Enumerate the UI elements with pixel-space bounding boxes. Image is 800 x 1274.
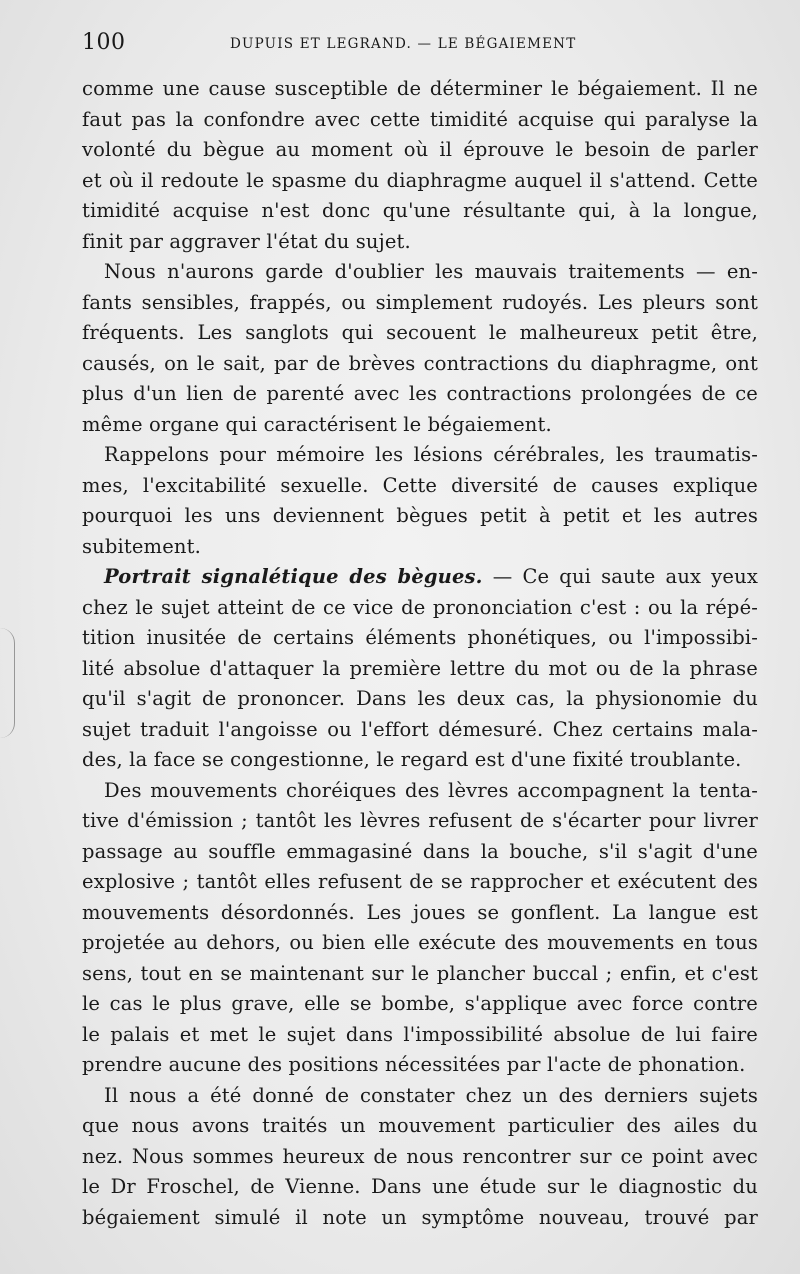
page-number: 100: [82, 30, 126, 55]
text-line: des, la face se congestionne, le regard est d'une fixité troublante.: [82, 748, 742, 771]
text-line-rest: — Ce qui saute aux yeux: [482, 565, 758, 588]
text-line: sujet traduit l'angoisse ou l'effort démesuré. Chez certains mala-: [82, 717, 758, 741]
text-line: explosive ; tantôt elles refusent de se rapprocher et exécutent des: [82, 870, 758, 893]
text-line: bégaiement simulé il note un symptôme nouveau, trouvé par: [82, 1205, 758, 1229]
text-line: Nous n'aurons garde d'oublier les mauvais traitements — en-: [104, 260, 758, 283]
text-line: Des mouvements choréiques des lèvres accompagnent la tenta-: [104, 778, 758, 802]
text-line: passage au souffle emmagasiné dans la bouche, s'il s'agit d'une: [82, 839, 758, 863]
text-line: tive d'émission ; tantôt les lèvres refusent de s'écarter pour livrer: [82, 809, 758, 832]
text-line: volonté du bègue au moment où il éprouve le besoin de parler: [82, 138, 758, 161]
body-text: [82, 74, 758, 1233]
text-line: comme une cause susceptible de déterminer le bégaiement. Il ne: [82, 77, 758, 100]
text-line: causés, on le sait, par de brèves contractions du diaphragme, ont: [82, 351, 758, 375]
text-line: nez. Nous sommes heureux de nous rencontrer sur ce point avec: [82, 1144, 758, 1168]
text-line: fants sensibles, frappés, ou simplement rudoyés. Les pleurs sont: [82, 290, 758, 314]
text-line: lité absolue d'attaquer la première lettre du mot ou de la phrase: [82, 656, 758, 680]
text-line: mes, l'excitabilité sexuelle. Cette diversité de causes explique: [82, 473, 758, 497]
text-line: timidité acquise n'est donc qu'une résultante qui, à la longue,: [82, 199, 758, 222]
text-line: finit par aggraver l'état du sujet.: [82, 229, 411, 253]
text-line: que nous avons traités un mouvement particulier des ailes du: [82, 1114, 758, 1137]
text-line: projetée au dehors, ou bien elle exécute des mouvements en tous: [82, 931, 758, 954]
text-line: tition inusitée de certains éléments phonétiques, ou l'impossibi-: [82, 626, 758, 649]
text-line: le palais et met le sujet dans l'impossibilité absolue de lui faire: [82, 1022, 758, 1046]
text-line: Rappelons pour mémoire les lésions cérébrales, les traumatis-: [104, 443, 758, 466]
text-line: pourquoi les uns deviennent bègues petit à petit et les autres: [82, 504, 758, 527]
text-line: faut pas la confondre avec cette timidité acquise qui paralyse la: [82, 107, 758, 131]
text-line: mouvements désordonnés. Les joues se gonflent. La langue est: [82, 900, 758, 924]
text-line: prendre aucune des positions nécessitées par l'acte de phonation.: [82, 1053, 746, 1076]
text-line: subitement.: [82, 534, 201, 558]
binding-mark: [0, 628, 15, 738]
text-line: le Dr Froschel, de Vienne. Dans une étude sur le diagnostic du: [82, 1175, 758, 1198]
text-line: qu'il s'agit de prononcer. Dans les deux cas, la physionomie du: [82, 687, 758, 710]
text-line: même organe qui caractérisent le bégaiement.: [82, 412, 552, 436]
page-header: [82, 30, 752, 60]
text-line: Il nous a été donné de constater chez un des derniers sujets: [104, 1083, 758, 1107]
text-line: fréquents. Les sanglots qui secouent le malheureux petit être,: [82, 321, 758, 344]
section-heading: Portrait signalétique des bègues.: [104, 565, 483, 588]
text-line: et où il redoute le spasme du diaphragme auquel il s'attend. Cette: [82, 168, 758, 192]
text-line: [82, 562, 758, 593]
text-line: le cas le plus grave, elle se bombe, s'applique avec force contre: [82, 992, 758, 1015]
text-line: plus d'un lien de parenté avec les contractions prolongées de ce: [82, 382, 758, 405]
text-line: sens, tout en se maintenant sur le plancher buccal ; enfin, et c'est: [82, 961, 758, 985]
text-line: chez le sujet atteint de ce vice de prononciation c'est : ou la répé-: [82, 595, 758, 619]
running-head: DUPUIS ET LEGRAND. — LE BÉGAIEMENT: [230, 36, 577, 52]
